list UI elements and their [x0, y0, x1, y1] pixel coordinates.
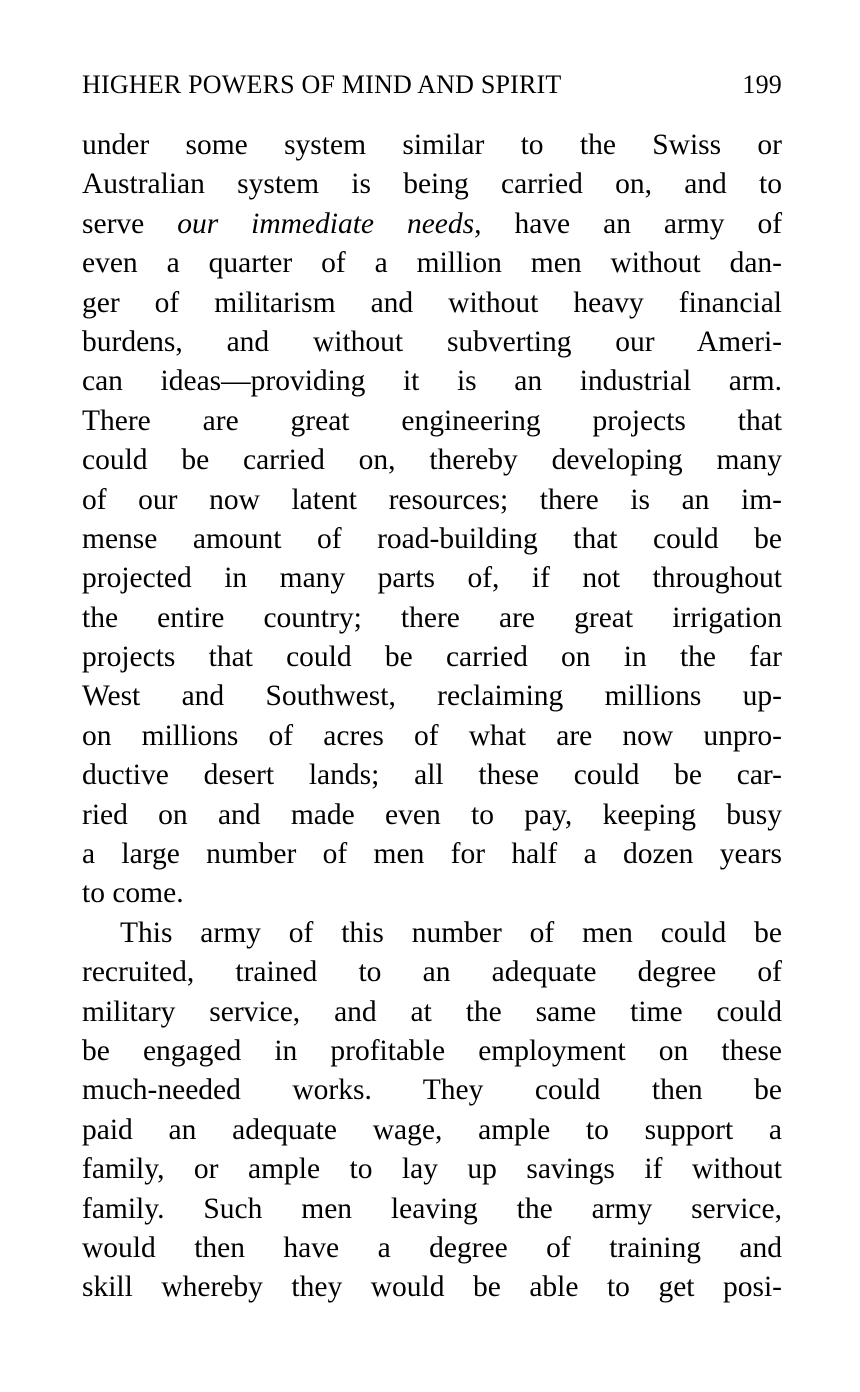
text-line: projects that could be carried on in the far [82, 641, 782, 674]
text-line: ger of militarism and without heavy financial [82, 286, 782, 319]
body-text [82, 126, 782, 1308]
text-line: mense amount of road-building that could be [82, 522, 782, 555]
text-line: projected in many parts of, if not throughout [82, 562, 782, 595]
text-line [82, 205, 782, 244]
text-line: ductive desert lands; all these could be car- [82, 759, 782, 792]
text-line: West and Southwest, reclaiming millions up- [82, 680, 782, 713]
text-fragment: serve [82, 207, 145, 240]
text-line: a large number of men for half a dozen years [82, 838, 782, 871]
text-line: ried on and made even to pay, keeping busy [82, 798, 782, 831]
text-line: would then have a degree of training and [82, 1231, 782, 1264]
text-line: much-needed works. They could then be [82, 1074, 782, 1107]
page-number: 199 [742, 70, 782, 99]
text-line: to come. [82, 877, 184, 910]
paragraph-2 [82, 914, 782, 1308]
text-line: even a quarter of a million men without dan- [82, 247, 782, 280]
text-line: burdens, and without subverting our Ameri- [82, 325, 782, 358]
text-line: This army of this number of men could be [120, 916, 782, 949]
text-line: There are great engineering projects that [82, 404, 782, 437]
text-line: can ideas—providing it is an industrial arm. [82, 365, 782, 398]
running-head-title: HIGHER POWERS OF MIND AND SPIRIT [82, 70, 562, 99]
text-fragment: have an army of [514, 207, 783, 240]
text-line: could be carried on, thereby developing many [82, 444, 782, 477]
text-line: family. Such men leaving the army service, [82, 1192, 782, 1225]
italic-phrase: our immediate needs, [177, 207, 482, 240]
text-line: on millions of acres of what are now unpro- [82, 719, 782, 752]
text-line: recruited, trained to an adequate degree of [82, 956, 782, 989]
text-line: under some system similar to the Swiss or [82, 129, 782, 161]
text-line: paid an adequate wage, ample to support a [82, 1113, 782, 1146]
text-line: of our now latent resources; there is an im- [82, 483, 782, 516]
paragraph-1 [82, 126, 782, 914]
text-line: be engaged in profitable employment on these [82, 1034, 782, 1067]
text-line: Australian system is being carried on, and to [82, 168, 782, 201]
text-line: skill whereby they would be able to get posi- [82, 1271, 782, 1304]
text-line: family, or ample to lay up savings if without [82, 1153, 782, 1186]
text-line: military service, and at the same time could [82, 995, 782, 1028]
text-line: the entire country; there are great irrigation [82, 601, 782, 634]
